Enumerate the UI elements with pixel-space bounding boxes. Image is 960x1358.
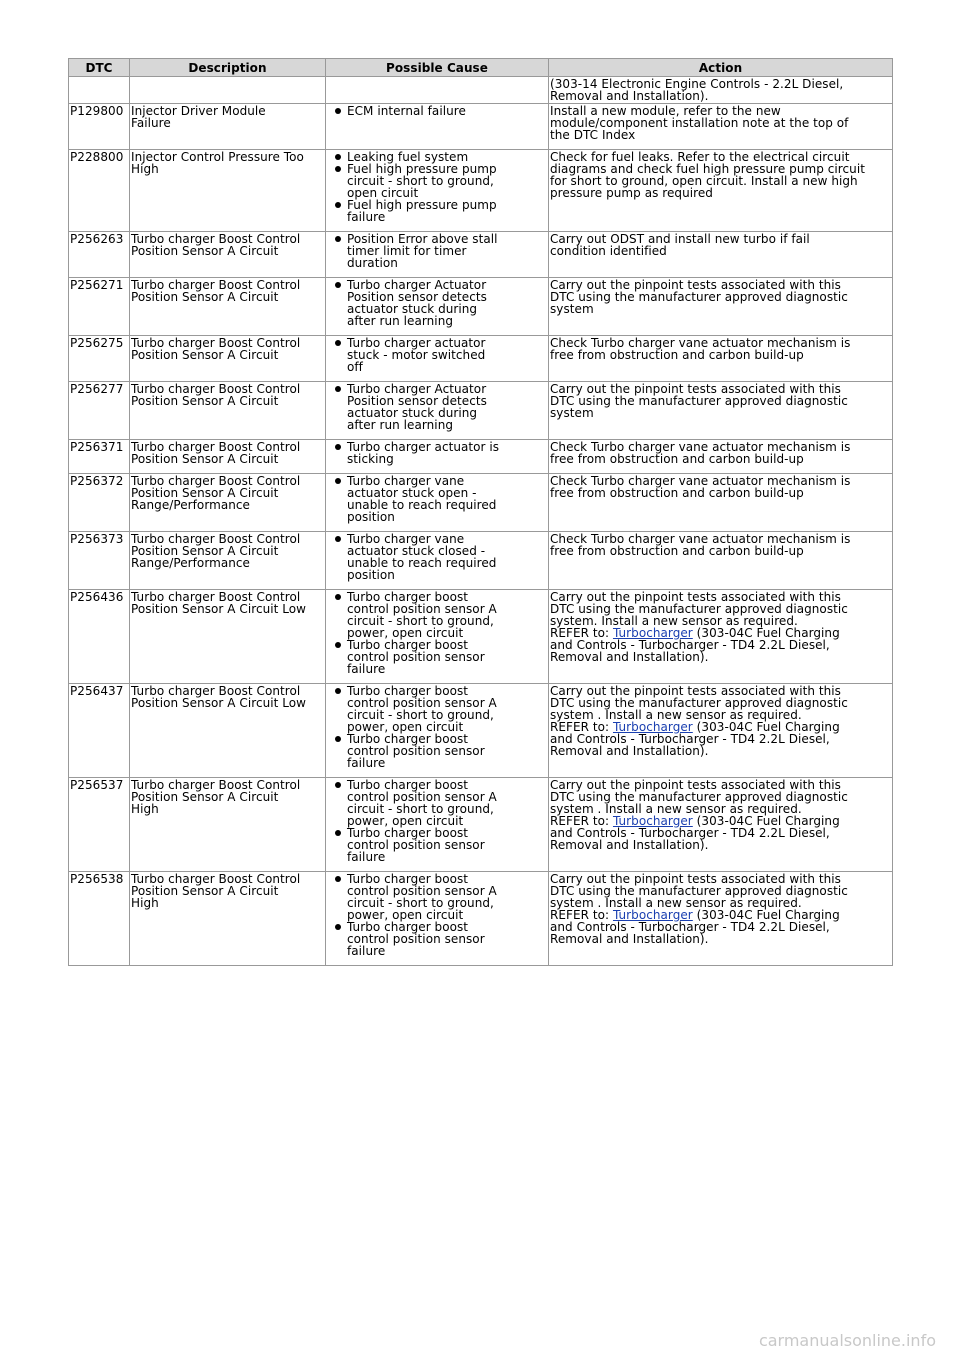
dtc-description: Turbo charger Boost Control Position Sensor A Circuit Low xyxy=(130,590,326,684)
dtc-description: Turbo charger Boost Control Position Sensor A Circuit Range/Performance xyxy=(130,532,326,590)
action-text: Carry out the pinpoint tests associated with this DTC using the manufacturer approved diagnostic system . Install a new sensor as required. REFER to: xyxy=(550,872,848,922)
action-cell: Check for fuel leaks. Refer to the electrical circuit diagrams and check fuel high pressure pump circuit for short to ground, open circuit. Install a new high pressure pump as required xyxy=(549,150,893,232)
header-dtc: DTC xyxy=(69,59,130,77)
possible-cause-list xyxy=(327,383,547,431)
possible-cause-item xyxy=(327,873,547,921)
continuation-action-cell: (303-14 Electronic Engine Controls - 2.2L Diesel, Removal and Installation). xyxy=(549,77,893,104)
table-row xyxy=(69,474,893,532)
possible-cause-item xyxy=(327,827,547,863)
possible-cause-cell xyxy=(326,336,549,382)
possible-cause-cell xyxy=(326,232,549,278)
bullet-icon xyxy=(335,282,341,288)
bullet-icon xyxy=(335,688,341,694)
continuation-description-cell xyxy=(130,77,326,104)
continuation-row xyxy=(69,77,893,104)
action-text: Carry out the pinpoint tests associated with this DTC using the manufacturer approved diagnostic system. Install a new sensor as required. REFER to: xyxy=(550,590,848,640)
table-row xyxy=(69,232,893,278)
possible-cause-text: Leaking fuel system xyxy=(347,150,469,164)
turbocharger-link[interactable]: Turbocharger xyxy=(612,814,693,828)
dtc-code: P256537 xyxy=(69,778,130,872)
dtc-code: P256437 xyxy=(69,684,130,778)
possible-cause-item xyxy=(327,199,547,223)
watermark: carmanualsonline.info xyxy=(758,1331,936,1350)
action-cell: Carry out the pinpoint tests associated with this DTC using the manufacturer approved diagnostic system xyxy=(549,278,893,336)
possible-cause-cell xyxy=(326,278,549,336)
possible-cause-text: Turbo charger actuator stuck - motor switched off xyxy=(347,336,486,374)
possible-cause-cell xyxy=(326,684,549,778)
possible-cause-item xyxy=(327,233,547,269)
dtc-description: Turbo charger Boost Control Position Sensor A Circuit Range/Performance xyxy=(130,474,326,532)
possible-cause-item xyxy=(327,733,547,769)
possible-cause-text: Turbo charger boost control position sensor A circuit - short to ground, power, open circuit xyxy=(347,684,497,734)
possible-cause-cell xyxy=(326,104,549,150)
possible-cause-list xyxy=(327,337,547,373)
possible-cause-item xyxy=(327,337,547,373)
dtc-table xyxy=(68,58,893,966)
possible-cause-cell xyxy=(326,150,549,232)
possible-cause-list xyxy=(327,533,547,581)
dtc-code: P256371 xyxy=(69,440,130,474)
possible-cause-list xyxy=(327,151,547,223)
possible-cause-list xyxy=(327,873,547,957)
possible-cause-item xyxy=(327,163,547,199)
possible-cause-list xyxy=(327,475,547,523)
action-cell: Check Turbo charger vane actuator mechanism is free from obstruction and carbon build-up xyxy=(549,440,893,474)
possible-cause-cell xyxy=(326,872,549,966)
continuation-cause-cell xyxy=(326,77,549,104)
continuation-dtc-cell xyxy=(69,77,130,104)
turbocharger-link[interactable]: Turbocharger xyxy=(612,720,693,734)
possible-cause-text: Turbo charger Actuator Position sensor detects actuator stuck during after run learning xyxy=(347,278,487,328)
possible-cause-list xyxy=(327,591,547,675)
possible-cause-cell xyxy=(326,474,549,532)
table-row xyxy=(69,104,893,150)
dtc-code: P256436 xyxy=(69,590,130,684)
possible-cause-list xyxy=(327,779,547,863)
possible-cause-text: Turbo charger boost control position sensor A circuit - short to ground, power, open circuit xyxy=(347,778,497,828)
dtc-description: Injector Control Pressure Too High xyxy=(130,150,326,232)
possible-cause-text: Turbo charger boost control position sensor failure xyxy=(347,638,485,676)
action-cell: Carry out the pinpoint tests associated with this DTC using the manufacturer approved diagnostic system xyxy=(549,382,893,440)
possible-cause-item xyxy=(327,533,547,581)
bullet-icon xyxy=(335,830,341,836)
bullet-icon xyxy=(335,202,341,208)
possible-cause-text: Turbo charger actuator is sticking xyxy=(347,440,500,466)
action-text-reference: (303-04C Fuel Charging and Controls - Turbocharger - TD4 2.2L Diesel, Removal and Installation). xyxy=(550,626,840,664)
bullet-icon xyxy=(335,108,341,114)
possible-cause-list xyxy=(327,279,547,327)
dtc-description: Turbo charger Boost Control Position Sensor A Circuit Low xyxy=(130,684,326,778)
possible-cause-text: Turbo charger vane actuator stuck closed - unable to reach required position xyxy=(347,532,497,582)
action-text-reference: (303-04C Fuel Charging and Controls - Turbocharger - TD4 2.2L Diesel, Removal and Installation). xyxy=(550,720,840,758)
bullet-icon xyxy=(335,876,341,882)
dtc-description: Turbo charger Boost Control Position Sensor A Circuit High xyxy=(130,778,326,872)
table-row xyxy=(69,590,893,684)
bullet-icon xyxy=(335,154,341,160)
bullet-icon xyxy=(335,924,341,930)
bullet-icon xyxy=(335,594,341,600)
possible-cause-cell xyxy=(326,382,549,440)
action-cell: Check Turbo charger vane actuator mechanism is free from obstruction and carbon build-up xyxy=(549,532,893,590)
bullet-icon xyxy=(335,782,341,788)
possible-cause-text: Turbo charger boost control position sensor failure xyxy=(347,826,485,864)
possible-cause-list xyxy=(327,685,547,769)
possible-cause-item xyxy=(327,279,547,327)
possible-cause-text: Turbo charger boost control position sensor A circuit - short to ground, power, open circuit xyxy=(347,872,497,922)
dtc-code: P256275 xyxy=(69,336,130,382)
action-cell xyxy=(549,684,893,778)
possible-cause-item xyxy=(327,779,547,827)
table-row xyxy=(69,684,893,778)
possible-cause-item xyxy=(327,921,547,957)
dtc-code: P256271 xyxy=(69,278,130,336)
possible-cause-item xyxy=(327,441,547,465)
possible-cause-list xyxy=(327,105,547,117)
dtc-description: Turbo charger Boost Control Position Sensor A Circuit High xyxy=(130,872,326,966)
action-text-reference: (303-04C Fuel Charging and Controls - Turbocharger - TD4 2.2L Diesel, Removal and Installation). xyxy=(550,908,840,946)
table-row xyxy=(69,150,893,232)
action-cell xyxy=(549,872,893,966)
possible-cause-text: Turbo charger boost control position sensor failure xyxy=(347,732,485,770)
header-action: Action xyxy=(549,59,893,77)
bullet-icon xyxy=(335,340,341,346)
bullet-icon xyxy=(335,386,341,392)
dtc-description: Injector Driver Module Failure xyxy=(130,104,326,150)
dtc-code: P256372 xyxy=(69,474,130,532)
header-description: Description xyxy=(130,59,326,77)
action-text: Carry out the pinpoint tests associated with this DTC using the manufacturer approved diagnostic system . Install a new sensor as required. REFER to: xyxy=(550,684,848,734)
table-row xyxy=(69,532,893,590)
possible-cause-item xyxy=(327,475,547,523)
table-row xyxy=(69,382,893,440)
possible-cause-text: Turbo charger vane actuator stuck open - unable to reach required position xyxy=(347,474,497,524)
action-cell: Carry out ODST and install new turbo if fail condition identified xyxy=(549,232,893,278)
turbocharger-link[interactable]: Turbocharger xyxy=(612,908,693,922)
dtc-description: Turbo charger Boost Control Position Sensor A Circuit xyxy=(130,336,326,382)
dtc-code: P129800 xyxy=(69,104,130,150)
possible-cause-text: ECM internal failure xyxy=(347,104,466,118)
dtc-description: Turbo charger Boost Control Position Sensor A Circuit xyxy=(130,232,326,278)
dtc-description: Turbo charger Boost Control Position Sensor A Circuit xyxy=(130,440,326,474)
possible-cause-text: Turbo charger Actuator Position sensor detects actuator stuck during after run learning xyxy=(347,382,487,432)
action-cell xyxy=(549,778,893,872)
action-text-reference: (303-04C Fuel Charging and Controls - Turbocharger - TD4 2.2L Diesel, Removal and Installation). xyxy=(550,814,840,852)
possible-cause-cell xyxy=(326,532,549,590)
table-row xyxy=(69,440,893,474)
possible-cause-item xyxy=(327,383,547,431)
possible-cause-text: Turbo charger boost control position sensor A circuit - short to ground, power, open circuit xyxy=(347,590,497,640)
possible-cause-item xyxy=(327,591,547,639)
bullet-icon xyxy=(335,236,341,242)
turbocharger-link[interactable]: Turbocharger xyxy=(612,626,693,640)
possible-cause-item xyxy=(327,639,547,675)
possible-cause-text: Fuel high pressure pump circuit - short to ground, open circuit xyxy=(347,162,497,200)
dtc-code: P256373 xyxy=(69,532,130,590)
table-row xyxy=(69,336,893,382)
bullet-icon xyxy=(335,536,341,542)
table-row xyxy=(69,872,893,966)
bullet-icon xyxy=(335,166,341,172)
possible-cause-list xyxy=(327,233,547,269)
action-text: Carry out the pinpoint tests associated with this DTC using the manufacturer approved diagnostic system . Install a new sensor as required. REFER to: xyxy=(550,778,848,828)
dtc-code: P228800 xyxy=(69,150,130,232)
possible-cause-list xyxy=(327,441,547,465)
dtc-code: P256263 xyxy=(69,232,130,278)
action-cell: Check Turbo charger vane actuator mechanism is free from obstruction and carbon build-up xyxy=(549,336,893,382)
dtc-code: P256277 xyxy=(69,382,130,440)
possible-cause-cell xyxy=(326,778,549,872)
possible-cause-item xyxy=(327,105,547,117)
possible-cause-cell xyxy=(326,590,549,684)
possible-cause-cell xyxy=(326,440,549,474)
possible-cause-text: Position Error above stall timer limit for timer duration xyxy=(347,232,498,270)
possible-cause-text: Fuel high pressure pump failure xyxy=(347,198,497,224)
bullet-icon xyxy=(335,444,341,450)
dtc-description: Turbo charger Boost Control Position Sensor A Circuit xyxy=(130,382,326,440)
bullet-icon xyxy=(335,736,341,742)
possible-cause-text: Turbo charger boost control position sensor failure xyxy=(347,920,485,958)
dtc-description: Turbo charger Boost Control Position Sensor A Circuit xyxy=(130,278,326,336)
header-row xyxy=(69,59,893,77)
header-possible-cause: Possible Cause xyxy=(326,59,549,77)
action-cell xyxy=(549,590,893,684)
table-row xyxy=(69,278,893,336)
dtc-code: P256538 xyxy=(69,872,130,966)
bullet-icon xyxy=(335,642,341,648)
possible-cause-item xyxy=(327,685,547,733)
action-cell: Check Turbo charger vane actuator mechanism is free from obstruction and carbon build-up xyxy=(549,474,893,532)
table-row xyxy=(69,778,893,872)
action-cell: Install a new module, refer to the new module/component installation note at the top of the DTC Index xyxy=(549,104,893,150)
bullet-icon xyxy=(335,478,341,484)
